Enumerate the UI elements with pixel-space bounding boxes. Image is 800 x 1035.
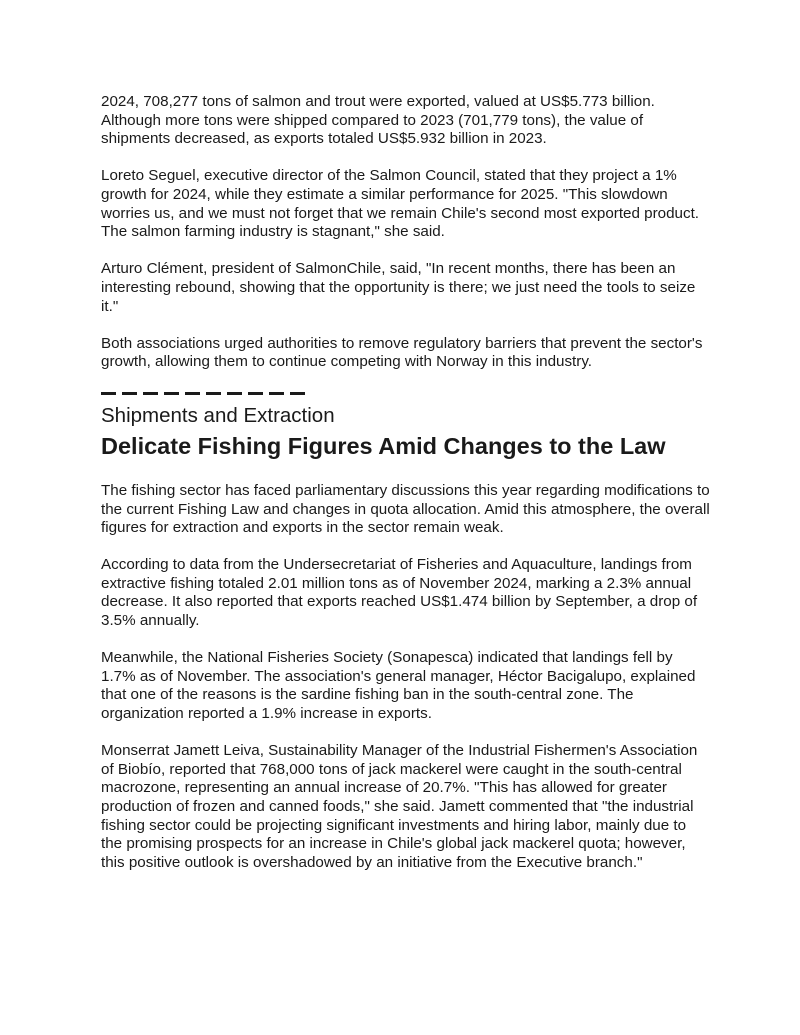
clement-quote-paragraph: Arturo Clément, president of SalmonChile, said, "In recent months, there has been an interesting rebound, showing that the opportunity is there; we just need the tools to seize it." [101,260,696,315]
associations-paragraph: Both associations urged authorities to remove regulatory barriers that prevent the sector's growth, allowing them to continue competing with Norway in this industry. [101,334,703,371]
seguel-quote-paragraph: Loreto Seguel, executive director of the Salmon Council, stated that they project a 1% growth for 2024, while they estimate a similar performance for 2025. "This slowdown worries us, and we must not forget that we remain Chile's second most exported product. The salmon farming industry is stagnant," she said. [101,167,700,241]
section-kicker: Shipments and Extraction [101,403,335,427]
undersecretariat-paragraph: According to data from the Undersecretariat of Fisheries and Aquaculture, landings from extractive fishing totaled 2.01 million tons as of November 2024, marking a 2.3% annual decrease. It also reported that exports reached US$1.474 billion by September, a drop of 3.5% annually. [101,556,698,630]
document-page [101,93,711,872]
section-headline: Delicate Fishing Figures Amid Changes to the Law [101,432,666,459]
salmon-exports-paragraph: 2024, 708,277 tons of salmon and trout were exported, valued at US$5.773 billion. Although more tons were shipped compared to 2023 (701,779 tons), the value of shipments decreased, as exports totaled US$5.932 billion in 2023. [101,93,655,148]
sonapesca-paragraph: Meanwhile, the National Fisheries Society (Sonapesca) indicated that landings fell by 1.7% as of November. The association's general manager, Héctor Bacigalupo, explained that one of the reasons is the sardine fishing ban in the south-central zone. The organization reported a 1.9% increase in exports. [101,649,696,723]
section-divider [101,392,711,395]
fishing-law-paragraph: The fishing sector has faced parliamentary discussions this year regarding modifications to the current Fishing Law and changes in quota allocation. Amid this atmosphere, the overall figures for extraction and exports in the sector remain weak. [101,481,710,537]
jamett-paragraph: Monserrat Jamett Leiva, Sustainability Manager of the Industrial Fishermen's Association of Biobío, reported that 768,000 tons of jack mackerel were caught in the south-central macrozone, representing an annual increase of 20.7%. "This has allowed for greater production of frozen and canned foods," she said. Jamett commented that "the industrial fishing sector could be projecting significant investments and hiring labor, mainly due to the promising prospects for an increase in Chile's global jack mackerel quota; however, this positive outlook is overshadowed by an initiative from the Executive branch." [101,742,698,871]
